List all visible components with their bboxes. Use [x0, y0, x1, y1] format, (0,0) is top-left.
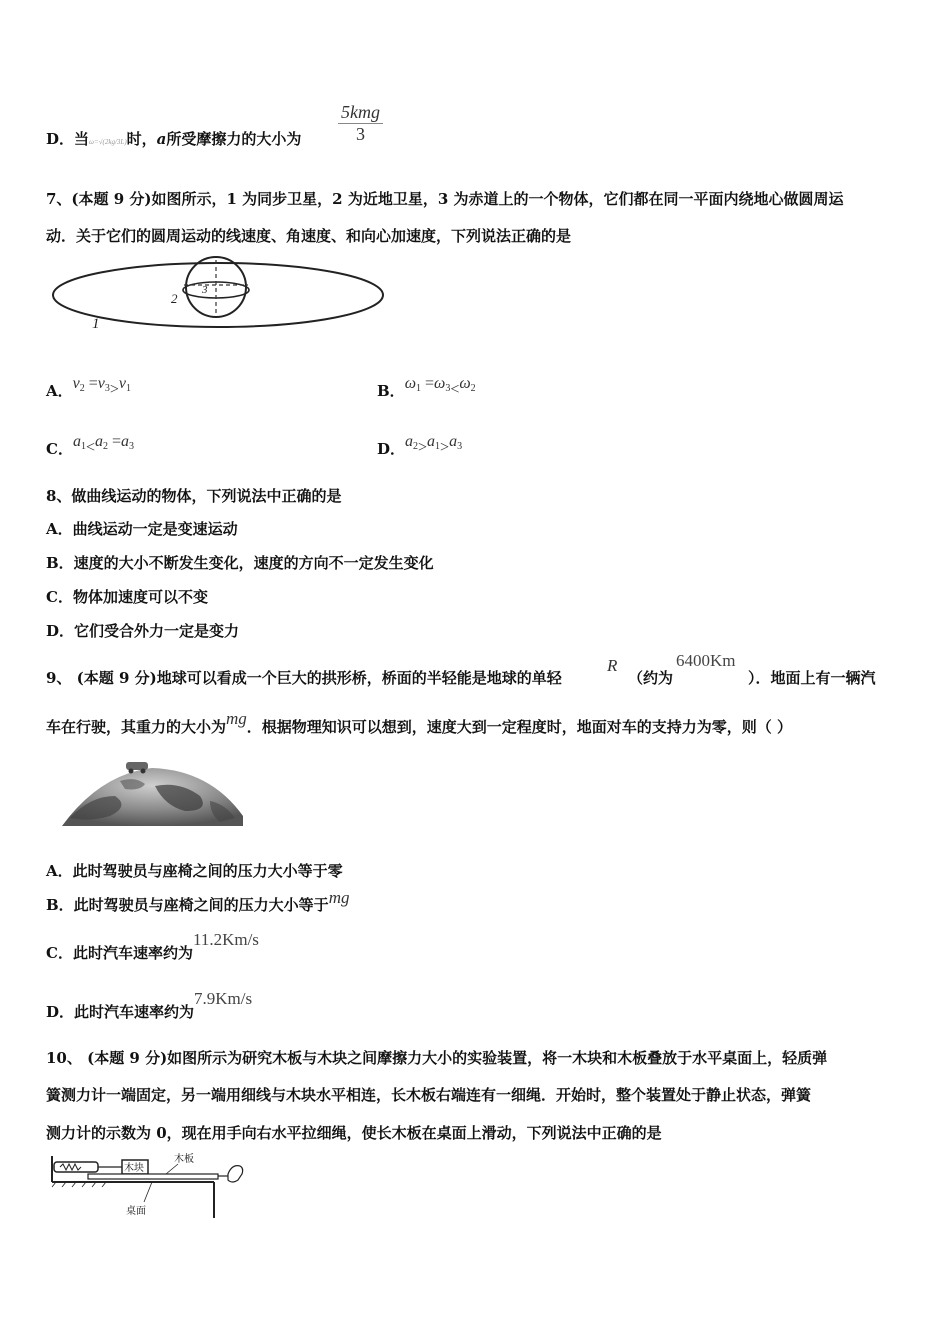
q8-option-c[interactable]: C．物体加速度可以不变 [46, 588, 208, 606]
label-3: 3 [202, 284, 208, 296]
satellite-orbit-figure [50, 252, 390, 334]
omega-condition: ω=√(2kg/3L) [89, 138, 127, 146]
speed-7-9: 7.9Km/s [194, 989, 253, 1008]
wood-board [88, 1174, 218, 1179]
q6-option-d[interactable] [46, 128, 301, 149]
option-text: 所受摩擦力的大小为 [166, 130, 302, 148]
option-text: B．此时驾驶员与座椅之间的压力大小等于 [46, 896, 329, 914]
var-mg: mg [328, 888, 350, 907]
q9-option-b[interactable] [46, 888, 350, 915]
q8-stem: 8、做曲线运动的物体，下列说法中正确的是 [46, 487, 342, 505]
value-6400km: 6400Km [676, 651, 736, 670]
q9-text: （约为 [628, 669, 674, 687]
svg-text:木板: 木板 [174, 1154, 194, 1165]
var-mg: mg [226, 709, 247, 728]
option-label: B． [377, 382, 405, 400]
label-1: 1 [92, 316, 100, 332]
earth [186, 257, 246, 317]
option-text: 当 [74, 130, 90, 148]
option-label: A． [46, 382, 73, 400]
var-R: R [607, 656, 618, 675]
option-text: 时， [126, 130, 157, 148]
fraction-5kmg-3: 5kmg 3 [338, 102, 383, 145]
option-label: D． [46, 130, 75, 148]
option-label: D． [377, 440, 406, 458]
q7-stem-line2: 动．关于它们的圆周运动的线速度、角速度、和向心加速度，下列说法正确的是 [46, 227, 572, 245]
q9-stem-line1: 9、 (本题 9 分)地球可以看成一个巨大的拱形桥，桥面的半轻能是地球的单轻 [46, 669, 562, 687]
q8-option-a[interactable]: A．曲线运动一定是变速运动 [46, 520, 238, 538]
q9-option-a[interactable]: A．此时驾驶员与座椅之间的压力大小等于零 [46, 862, 343, 880]
q8-option-d[interactable]: D．它们受合外力一定是变力 [46, 622, 240, 640]
q9-text: ）．地面上有一辆汽 [748, 669, 876, 687]
friction-apparatus-figure [48, 1152, 248, 1220]
q7-option-d[interactable]: D．$a_2>a_1>a_3$ [377, 433, 463, 458]
var-a: a [156, 130, 167, 148]
q10-stem-line2: 簧测力计一端固定，另一端用细线与木块水平相连，长木板右端连有一细绳．开始时，整个装置处于静止状态，弹簧 [46, 1086, 812, 1104]
svg-text:桌面: 桌面 [126, 1206, 146, 1217]
q9-stem-line2: 车在行驶，其重力的大小为mg．根据物理知识可以想到，速度大到一定程度时，地面对车的支持力为零，则（ ） [46, 709, 793, 736]
svg-text:木块: 木块 [124, 1163, 144, 1174]
option-label: C． [46, 440, 73, 458]
option-text: C．此时汽车速率约为 [46, 944, 193, 962]
earth-bridge-figure [60, 756, 245, 828]
q10-stem-line1: 10、 (本题 9 分)如图所示为研究木板与木块之间摩擦力大小的实验装置，将一木块和木板叠放于水平桌面上，轻质弹 [46, 1049, 828, 1067]
q7-stem-line1: 7、(本题 9 分)如图所示，1 为同步卫星，2 为近地卫星，3 为赤道上的一个物体，它们都在同一平面内绕地心做圆周运 [46, 190, 844, 208]
q10-stem-line3: 测力计的示数为 0，现在用手向右水平拉细绳，使长木板在桌面上滑动，下列说法中正确的是 [46, 1124, 662, 1142]
q7-option-a[interactable]: A．$v_2 =v_3>v_1$ [46, 375, 132, 400]
hand-icon [228, 1166, 243, 1182]
speed-11-2: 11.2Km/s [192, 930, 259, 949]
q7-option-c[interactable]: C．$a_1<a_2 =a_3$ [46, 433, 135, 458]
q9-option-c[interactable] [46, 930, 259, 963]
q8-option-b[interactable]: B．速度的大小不断发生变化，速度的方向不一定发生变化 [46, 554, 434, 572]
q7-option-b[interactable]: B．$\omega_1 =\omega_3<\omega_2$ [377, 375, 476, 400]
q9-option-d[interactable] [46, 989, 253, 1022]
option-text: D．此时汽车速率约为 [46, 1003, 195, 1021]
car [126, 762, 148, 770]
label-2: 2 [171, 291, 178, 306]
